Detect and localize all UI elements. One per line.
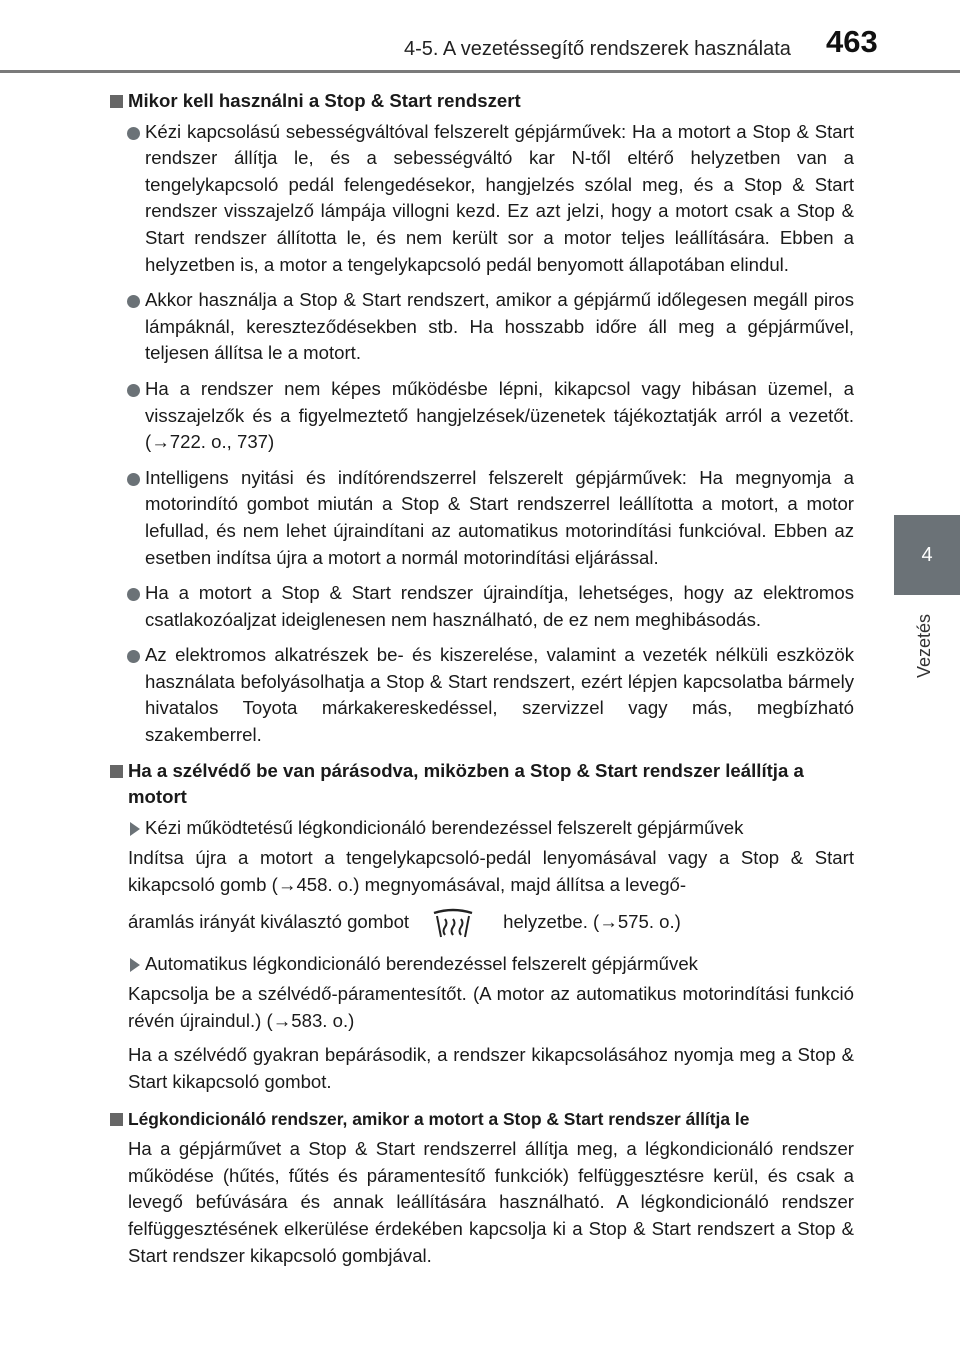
square-bullet-icon bbox=[110, 1113, 123, 1126]
list-item-text: Ha a rendszer nem képes működésbe lépni, kikapcsol vagy hibásan üzemel, a visszajelzők és a figyelmeztető hangjelzések/üzenetek tájékoztatják arról a vezetőt. (→722. o., 737) bbox=[145, 377, 854, 453]
paragraph: Kapcsolja be a szélvédő-páramentesítőt. (A motor az automatikus motorindítási funkció révén újraindul.) (→583. o.) bbox=[128, 983, 854, 1031]
header-divider bbox=[0, 70, 960, 73]
heading-text: Ha a szélvédő be van párásodva, miközben a Stop & Start rendszer leállítja a motort bbox=[128, 759, 804, 808]
list-item-text: Kézi kapcsolású sebességváltóval felszerelt gépjárművek: Ha a motort a Stop & Start rendszer állítja le, és a sebességváltó kar N-től eltérő helyzetben van a tengelykapcsoló pedál felengedésekor, hangjelzés szólal meg, és a Stop & Start rendszer visszajelző lámpája villogni kezd. Ez azt jelzi, hogy a motort csak a Stop & Start rendszer állította le, és nem került sor a motor teljes leállítására. Ebben a helyzetben is, a motor a tengelykapcsoló pedál benyomott állapotában elindul. bbox=[145, 120, 854, 275]
chapter-tab[interactable] bbox=[894, 515, 960, 595]
list-item-text: Intelligens nyitási és indítórendszerrel felszerelt gépjárművek: Ha megnyomja a motorindító gombot miután a Stop & Start rendszerrel leállította a motort, a motor lefullad, és nem lehet újraindítani az automatikus motorindítási funkcióval. Ebben az esetben indítsa újra a motort a normál motorindítási eljárással. bbox=[145, 466, 854, 568]
square-bullet-icon bbox=[110, 765, 123, 778]
list-item-text: Az elektromos alkatrészek be- és kiszerelése, valamint a vezeték nélküli eszközök használata befolyásolhatja a Stop & Start rendszert, ezért lépjen kapcsolatba bármely hivatalos Toyota márkakereskedéssel, szervizzel vagy más, megbízható szakemberrel. bbox=[145, 644, 854, 746]
triangle-bullet-icon bbox=[130, 958, 140, 972]
square-bullet-icon bbox=[110, 95, 123, 108]
list-item bbox=[110, 119, 854, 279]
paragraph: Indítsa újra a motort a tengelykapcsoló-pedál lenyomásával vagy a Stop & Start kikapcsoló gomb (→458. o.) megnyomásával, majd állítsa a levegő- bbox=[128, 847, 854, 896]
subheading-text: Kézi működtetésű légkondicionáló berendezéssel felszerelt gépjárművek bbox=[145, 816, 744, 838]
list-item bbox=[110, 580, 854, 633]
circle-bullet-icon bbox=[127, 588, 140, 601]
paragraph: Ha a gépjárművet a Stop & Start rendszerrel állítja meg, a légkondicionáló rendszer működése (hűtés, fűtés és páramentesítő funkciók) felfüggesztésre kerül, és csak a levegő befúvására és annak leállítására használható. A légkondicionáló rendszer felfüggesztésének elkerülése érdekében kapcsolja ki a Stop & Start rendszert a Stop & Start rendszer kikapcsoló gombjával. bbox=[128, 1138, 854, 1266]
heading-text: Mikor kell használni a Stop & Start rendszert bbox=[128, 90, 521, 111]
paragraph-with-icon bbox=[110, 907, 854, 939]
subheading-text: Automatikus légkondicionáló berendezéssel felszerelt gépjárművek bbox=[145, 952, 698, 974]
section-heading bbox=[110, 88, 854, 115]
chapter-number: 4 bbox=[921, 543, 933, 566]
circle-bullet-icon bbox=[127, 384, 140, 397]
paragraph-text: helyzetbe. (→575. o.) bbox=[503, 911, 681, 933]
chapter-label-area bbox=[894, 598, 960, 684]
subheading bbox=[110, 815, 854, 842]
paragraph: Ha a szélvédő gyakran bepárásodik, a rendszer kikapcsolásához nyomja meg a Stop & Start kikapcsoló gombot. bbox=[128, 1044, 854, 1092]
circle-bullet-icon bbox=[127, 473, 140, 486]
section-heading bbox=[110, 1106, 854, 1133]
circle-bullet-icon bbox=[127, 295, 140, 308]
list-item bbox=[110, 376, 854, 456]
section-title: 4-5. A vezetéssegítő rendszerek használata bbox=[404, 38, 791, 60]
section-heading bbox=[110, 758, 854, 811]
heading-text: Légkondicionáló rendszer, amikor a motort a Stop & Start rendszer állítja le bbox=[128, 1108, 750, 1129]
list-item-text: Ha a motort a Stop & Start rendszer újraindítja, lehetséges, hogy az elektromos csatlakozóaljzat ideiglenesen nem használható, de ez nem meghibásodás. bbox=[145, 582, 854, 630]
page-content bbox=[110, 88, 854, 1277]
paragraph-text: áramlás irányát kiválasztó gombot bbox=[128, 911, 410, 933]
list-item bbox=[110, 642, 854, 748]
circle-bullet-icon bbox=[127, 650, 140, 663]
page-number: 463 bbox=[826, 24, 878, 59]
subheading bbox=[110, 951, 854, 978]
windshield-defroster-icon bbox=[431, 907, 475, 939]
circle-bullet-icon bbox=[127, 127, 140, 140]
list-item-text: Akkor használja a Stop & Start rendszert, amikor a gépjármű időlegesen megáll piros lámpáknál, kereszteződésekben stb. Ha hosszabb időre áll meg a gépjárművel, teljesen állítsa le a motort. bbox=[145, 289, 854, 364]
list-item bbox=[110, 287, 854, 367]
triangle-bullet-icon bbox=[130, 822, 140, 836]
list-item bbox=[110, 465, 854, 571]
chapter-label: Vezetés bbox=[914, 613, 934, 678]
